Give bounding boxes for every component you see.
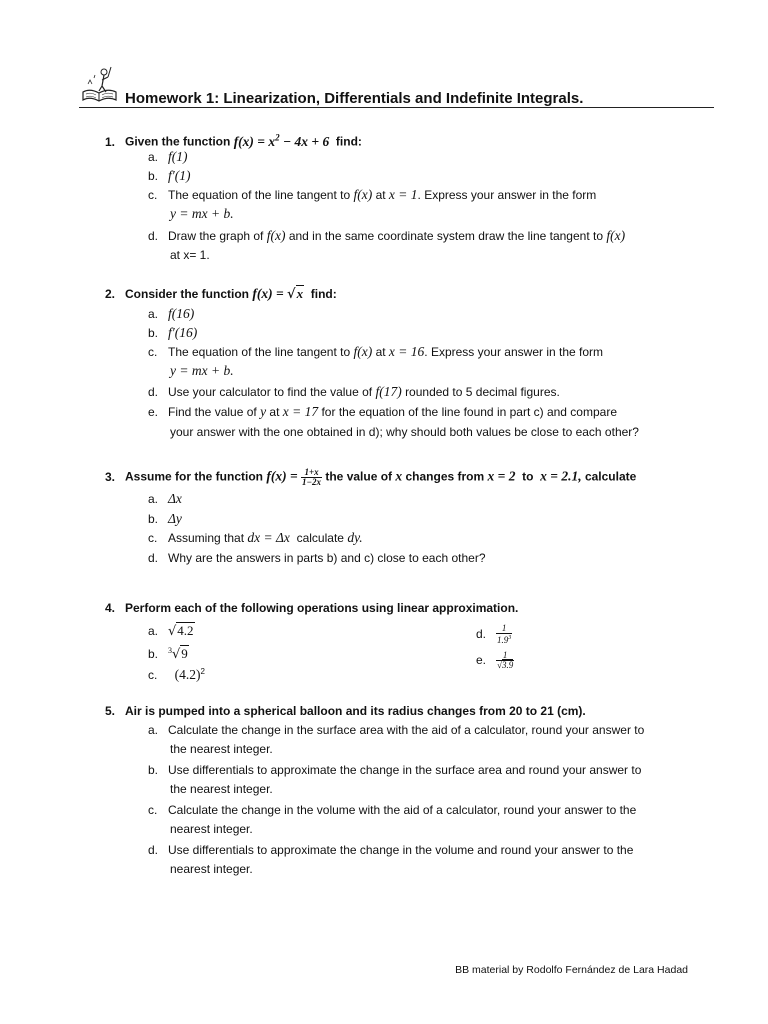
question-5a-line2: the nearest integer. [170,742,273,756]
question-3b: b. Δy [148,511,182,526]
question-5b-line2: the nearest integer. [170,782,273,796]
question-5b: b. Use differentials to approximate the change in the surface area and round your answer to [148,763,642,777]
question-5c-line2: nearest integer. [170,822,253,836]
question-1d-line2: at x= 1. [170,248,210,262]
question-1b: b. f′(1) [148,168,191,183]
question-1c: c. The equation of the line tangent to f(x) at x = 1. Express your answer in the form [148,187,597,202]
question-3-stem: 3. Assume for the function f(x) = $\frac{1+x}{1-2x}$ the value of x changes from x = 2 to x = 2.1, calculate [105,467,637,487]
question-5d: d. Use differentials to approximate the change in the volume and round your answer to the [148,843,634,857]
question-1-stem: 1. Given the function $f(x) = x^2 - 4x + 6$ find: [105,132,362,149]
book-logo-icon [80,62,120,104]
question-5d-line2: nearest integer. [170,862,253,876]
question-4e: e. $\frac{1}{√3.9}$ [476,650,514,670]
question-5-stem: 5. Air is pumped into a spherical balloon and its radius changes from 20 to 21 (cm). [105,704,586,718]
question-1a: a. f(1) [148,149,188,164]
question-3c: c. Assuming that dx = Δx calculate dy. [148,530,363,545]
question-1d: d. Draw the graph of f(x) and in the same coordinate system draw the line tangent to f(x) [148,228,626,243]
question-1c-line2: y = mx + b. [170,206,234,221]
question-4c: c. $(4.2)^2$ [148,667,205,682]
question-4b: b. $^3$√9 [148,646,188,662]
question-3d: d. Why are the answers in parts b) and c) close to each other? [148,551,486,565]
question-2e: e. Find the value of y at x = 17 for the equation of the line found in part c) and compare [148,404,617,419]
header-divider [79,107,714,108]
question-4a: a. √4.2 [148,623,194,639]
question-4d: d. $\frac{1}{1.9^3}$ [476,623,512,645]
question-5a: a. Calculate the change in the surface area with the aid of a calculator, round your answer to [148,723,645,737]
question-2c: c. The equation of the line tangent to f(x) at x = 16. Express your answer in the form [148,344,604,359]
question-5c: c. Calculate the change in the volume with the aid of a calculator, round your answer to the [148,803,637,817]
question-2b: b. f′(16) [148,325,198,340]
question-number: 1. [105,134,116,149]
question-3a: a. Δx [148,491,182,506]
page-title: Homework 1: Linearization, Differentials and Indefinite Integrals. [125,90,584,107]
question-4-stem: 4. Perform each of the following operations using linear approximation. [105,601,519,615]
question-2e-line2: your answer with the one obtained in d); why should both values be close to each other? [170,425,639,439]
question-2-stem: 2. Consider the function f(x) = √x find: [105,286,337,302]
footer-credit: BB material by Rodolfo Fernández de Lara Hadad [455,964,688,976]
question-2a: a. f(16) [148,306,195,321]
question-2d: d. Use your calculator to find the value of f(17) rounded to 5 decimal figures. [148,384,560,399]
question-2c-line2: y = mx + b. [170,363,234,378]
